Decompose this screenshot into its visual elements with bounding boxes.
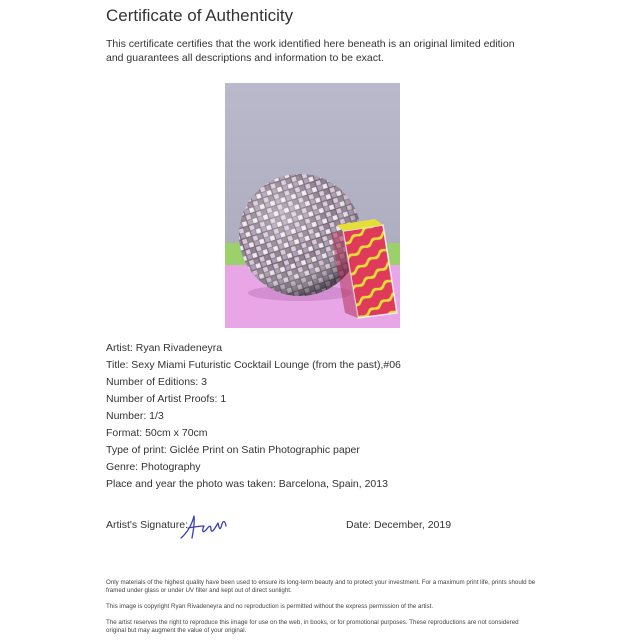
detail-artist: Artist: Ryan Rivadeneyra <box>106 342 223 354</box>
detail-genre: Genre: Photography <box>106 461 201 473</box>
handwritten-signature <box>178 512 238 542</box>
detail-artist-proofs: Number of Artist Proofs: 1 <box>106 393 227 405</box>
fine-print-quality: Only materials of the highest quality have been used to ensure its long-term beauty and to protect your investment. For a maximum print life, prints should be framed under glass or under UV filter and kept out of direct sunlight. <box>106 579 536 594</box>
fine-print-copyright: This image is copyright Ryan Rivadeneyra and no reproduction is permitted without the express permission of the artist. <box>106 603 434 610</box>
detail-format: Format: 50cm x 70cm <box>106 427 208 439</box>
detail-print-type: Type of print: Giclée Print on Satin Photographic paper <box>106 444 360 456</box>
detail-editions: Number of Editions: 3 <box>106 376 207 388</box>
artwork-details <box>106 340 401 493</box>
certificate-title: Certificate of Authenticity <box>106 6 294 25</box>
detail-place-year: Place and year the photo was taken: Barcelona, Spain, 2013 <box>106 478 388 490</box>
fine-print-rights: The artist reserves the right to reproduce this image for use on the web, in books, or for promotional purposes. These reproductions are not considered original but may augment the value of your original. <box>106 619 519 634</box>
artwork-photo <box>225 83 400 328</box>
certificate-intro: This certificate certifies that the work identified here beneath is an original limited edition and guarantees all descriptions and information to be exact. <box>106 38 515 64</box>
detail-title: Title: Sexy Miami Futuristic Cocktail Lounge (from the past),#06 <box>106 359 401 371</box>
detail-number: Number: 1/3 <box>106 410 164 422</box>
signature-label: Artist's Signature: <box>106 519 188 531</box>
signature-row <box>106 514 526 544</box>
signature-date: Date: December, 2019 <box>346 519 452 531</box>
